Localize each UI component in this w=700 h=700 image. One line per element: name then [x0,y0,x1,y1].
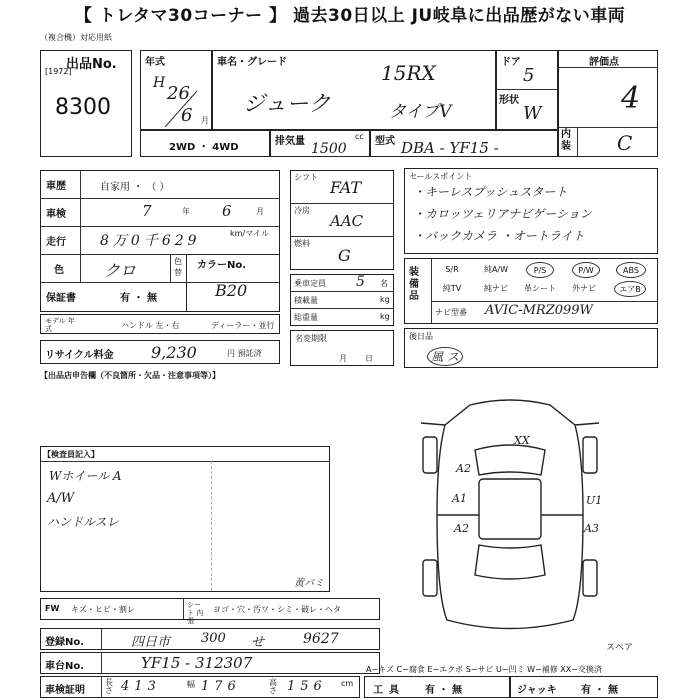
history-label: 車歴 [46,181,66,192]
sales-points-label: セールスポイント [409,172,473,181]
sales-point-3: ・バックカメラ ・オートライト [413,229,585,243]
cert-length: 413 [121,679,161,694]
eq-leather-seat: 革シート [524,284,556,293]
mileage-unit: km/マイル [230,229,269,238]
jack-value: 有 ・ 無 [581,685,618,696]
sales-point-1: ・キーレスプッシュスタート [413,185,568,199]
weight-unit: kg [380,312,390,321]
inspector-label: 【検査員記入】 [43,450,99,459]
mileage-label: 走行 [46,237,66,248]
interior-value: C [617,131,633,155]
load-unit: kg [380,295,390,304]
spare-label: スペア [606,643,634,653]
model-type-label: モデル 年式 [45,317,75,333]
drive-box [140,130,270,157]
displacement-value: 1500 [311,141,347,157]
recycle-label: リサイクル料金 [45,350,114,361]
model-box [212,50,496,130]
registration-number: 9627 [303,631,339,647]
inspector-box [40,446,330,592]
score-label: 評価点 [589,57,619,68]
shape-value: W [523,103,542,124]
inspector-note-3: ハンドルスレ [47,515,119,529]
history-value: 自家用 ・ （ ） [100,182,170,193]
lot-number: 8300 [55,95,111,120]
aftermarket-box [404,328,658,368]
seat-label: シート 内張 [187,601,204,625]
dealer-label: ディーラー・並行 [211,321,275,330]
lot-box [40,50,132,157]
tools-value: 有 ・ 無 [425,685,462,696]
cert-unit: cm [341,679,354,688]
change-date-unit: 月日 [339,354,391,363]
eq-power-steering: P/S [526,262,554,278]
score-box [558,50,658,157]
fuel-label: 燃料 [294,239,310,248]
inspection-label: 車検 [46,209,66,220]
registration-city: 四日市 [131,635,171,650]
model-code-value: DBA - YF15 - [401,139,499,157]
year-month-unit: 月 [201,116,209,125]
fw-seat-row [40,598,380,625]
chassis-value: YF15 - 312307 [141,654,253,672]
color-value: クロ [104,261,137,280]
shape-label: 形状 [499,95,519,106]
eq-genuine-navi: 純ナビ [484,284,508,293]
sheet-subtitle: （複合機）対応用紙 [40,33,112,42]
color-no-box [186,254,280,312]
chassis-row [40,652,380,674]
equipment-label: 装備品 [409,267,419,302]
eq-power-window: P/W [572,262,600,278]
doors-label: ドア [501,57,521,68]
inspection-month-unit: 月 [256,207,264,216]
capacity-unit: 名 [380,279,388,288]
eq-alloy-wheel: 純A/W [483,265,509,274]
inspector-note-2: A/W [47,491,75,506]
auction-banner: 【 トレタマ30コーナー 】 過去30日以上 JU岐阜に出品歴がない車両 [0,0,700,32]
cert-width-label: 幅 [187,680,195,689]
cert-width: 176 [201,679,241,694]
displacement-label: 排気量 [275,136,305,147]
sales-points-box [404,168,658,254]
recycle-unit: 円 預託済 [227,349,262,358]
navi-value: AVIC-MRZ099W [485,303,593,318]
displacement-box [270,130,370,157]
registration-kana: せ [251,635,265,650]
cert-height-label: 高さ [269,678,277,695]
sales-point-2: ・カロッツェリアナビゲーション [413,207,592,221]
weight-label: 総重量 [294,313,318,322]
cert-length-label: 長さ [105,678,113,695]
year-box [140,50,212,130]
eq-airbag: エアB [614,281,646,297]
damage-legend: A−キズ C−腐食 E−エクボ S−サビ U−凹ミ W−補修 XX−交換済 [366,665,602,674]
year-slash [161,89,201,129]
tools-label: 工具 [373,685,405,696]
jack-label: ジャッキ [517,685,557,696]
inspector-note-1: Wホイール A [49,469,122,483]
tools-box [364,676,510,698]
chassis-label: 車台No. [45,661,85,672]
color-label: 色 [54,265,64,276]
interior-label: 内装 [561,129,571,152]
fw-label: FW [45,604,60,613]
eq-abs: ABS [616,262,646,278]
seat-text: ヨゴ・穴・汚ワ・シミ・破レ・ヘタ [213,605,341,614]
model-name: ジューク [243,92,331,117]
registration-row [40,628,380,650]
shift-value: FAT [330,178,362,197]
navi-label: ナビ型番 [435,308,467,317]
score-value: 4 [621,81,641,116]
cert-row [40,676,360,698]
recycle-box [40,340,280,364]
model-grade: 15RX [381,61,436,85]
aircon-label: 冷房 [294,206,310,215]
cert-height: 156 [287,679,327,694]
drive-label: 2WD ・ 4WD [169,142,239,153]
mileage-value: 8万0千629 [100,233,201,249]
lot-label: 出品No. [66,57,117,72]
inspection-month: 6 [222,202,232,220]
warranty-value: 有 ・ 無 [120,293,157,304]
cert-label: 車検証明 [45,685,85,696]
color-no-label: カラーNo. [197,260,247,271]
color-no-value: B20 [215,281,248,300]
model-type: タイプV [389,102,452,122]
eq-sr: S/R [445,265,459,274]
inspection-year-unit: 年 [182,207,190,216]
mark-front-left-fender: A2 [456,462,471,475]
color-change-label: 色替 [174,257,182,277]
warranty-label: 保証書 [46,293,76,304]
change-date-label: 名変期限 [295,334,327,343]
handle-label: ハンドル 左・右 [121,321,180,330]
mark-front-left-door: A1 [452,492,467,505]
registration-label: 登録No. [45,637,85,648]
model-type-row [40,314,280,334]
model-code-label: 型式 [375,136,395,147]
inspection-year: 7 [142,202,152,220]
load-label: 積載量 [294,296,318,305]
diagram-caption: 黄バミ [294,578,324,589]
mark-rear-left-door: A2 [454,522,469,535]
fuel-value: G [338,246,351,265]
capacity-label: 乗車定員 [294,279,326,288]
aftermarket-label: 後日品 [409,332,433,341]
registration-class: 300 [201,631,226,646]
mark-hood: XX [514,434,530,447]
doors-value: 5 [523,65,535,86]
year-value: 26 [167,83,190,104]
lot-code: [1972] [45,67,72,76]
jack-box [510,676,658,698]
year-era: H [153,75,166,91]
eq-tv: 純TV [442,284,462,293]
recycle-value: 9,230 [151,343,197,362]
displacement-unit: cc [355,132,364,141]
mark-front-right-door: U1 [586,494,603,507]
aircon-value: AAC [330,212,364,230]
mark-rear-right-door: A3 [584,522,599,535]
declaration-label: 【出品店申告欄（不良箇所・欠品・注意事項等）】 [40,371,220,380]
year-month: 6 [181,105,193,126]
eq-aftermarket-navi: 外ナビ [572,284,596,293]
year-label: 年式 [145,57,165,68]
car-body-diagram [415,395,605,640]
model-label: 車名・グレード [217,57,287,68]
model-code-box [370,130,558,157]
change-date-box [290,330,394,366]
aftermarket-value: 風 ス [427,347,463,366]
door-shape-box [496,50,558,130]
fw-text: キズ・ヒビ・割レ [71,605,135,614]
capacity-value: 5 [356,274,365,290]
shift-label: シフト [294,173,318,182]
